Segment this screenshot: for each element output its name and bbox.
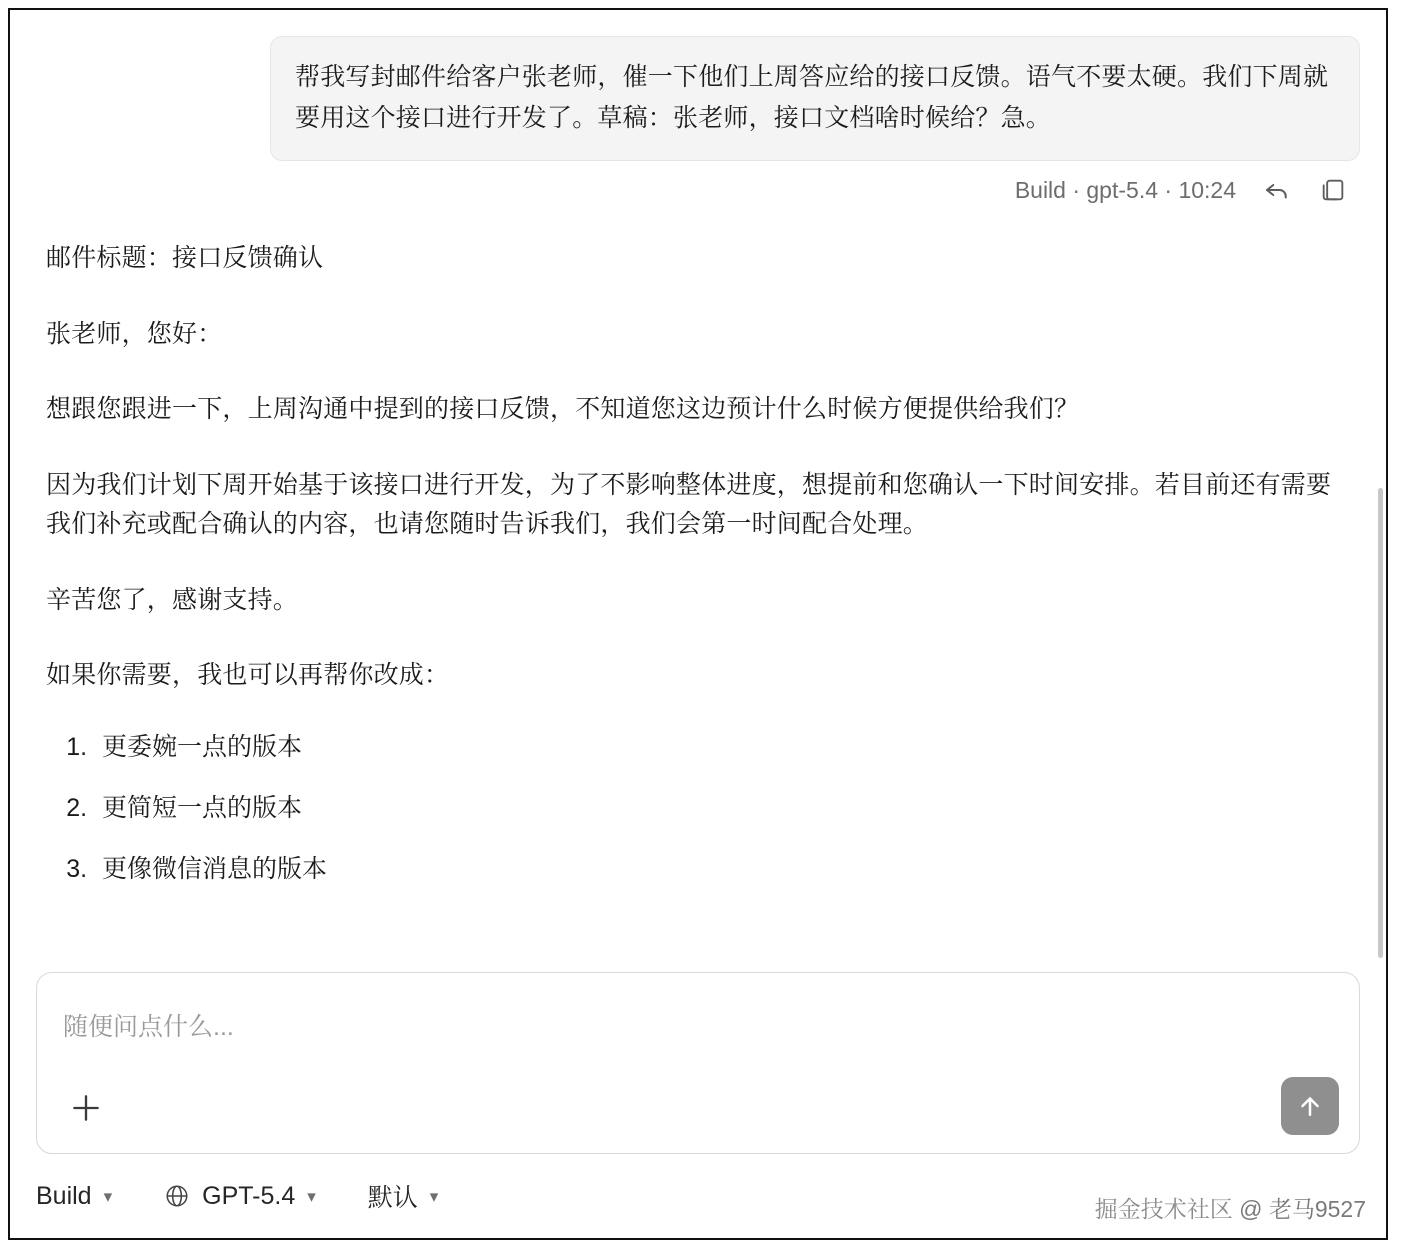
assistant-paragraph-thanks: 辛苦您了，感谢支持。 [46,585,299,614]
model-label: GPT-5.4 [202,1181,296,1210]
assistant-message [10,205,1386,887]
composer[interactable] [36,972,1360,1154]
mode-selector[interactable] [36,1182,112,1211]
assistant-paragraph-reason: 因为我们计划下周开始基于该接口进行开发，为了不影响整体进度，想提前和您确认一下时间安排。若目前还有需要我们补充或配合确认的内容，也请您随时告诉我们，我们会第一时间配合处理。 [46,470,1332,538]
plus-icon[interactable] [63,1085,109,1131]
user-message-row [10,10,1386,161]
list-item: 3. 更像微信消息的版本 [94,852,1350,887]
user-message-bubble: 帮我写封邮件给客户张老师，催一下他们上周答应给的接口反馈。语气不要太硬。我们下周就要用这个接口进行开发了。草稿：张老师，接口文档啥时候给？急。 [270,36,1360,161]
chevron-down-icon: ▾ [429,1186,439,1206]
list-item: 2. 更简短一点的版本 [94,791,1350,826]
preset-selector[interactable] [368,1178,439,1214]
assistant-options-list [46,730,1350,887]
composer-toolbar [10,1154,1386,1238]
undo-arrow-icon[interactable] [1262,175,1292,205]
conversation-scrollbar[interactable] [1378,488,1383,958]
conversation-area [10,10,1386,972]
message-meta-row [10,161,1386,205]
chevron-down-icon: ▾ [103,1186,113,1206]
send-button[interactable] [1281,1077,1339,1135]
assistant-paragraph-greeting: 张老师，您好： [46,319,223,348]
preset-label: 默认 [367,1184,418,1212]
watermark-handle: @ 老马9527 [1239,1196,1366,1222]
list-item: 1. 更委婉一点的版本 [94,730,1350,765]
composer-wrapper [10,972,1386,1154]
assistant-paragraph-title: 邮件标题：接口反馈确认 [46,244,324,272]
mode-label: Build [36,1181,92,1210]
assistant-paragraph-offer: 如果你需要，我也可以再帮你改成： [46,661,450,689]
chat-input-placeholder: 随便问点什么... [63,1013,234,1041]
watermark [1095,1191,1366,1224]
assistant-paragraph-followup: 想跟您跟进一下，上周沟通中提到的接口反馈，不知道您这边预计什么时候方便提供给我们？ [46,395,1080,423]
copy-icon[interactable] [1318,175,1348,205]
chevron-down-icon: ▾ [307,1186,316,1206]
watermark-site: 掘金技术社区 [1094,1196,1233,1222]
model-selector[interactable] [164,1182,316,1211]
chat-window [8,8,1388,1240]
message-meta-label: Build · gpt-5.4 · 10:24 [1014,176,1236,203]
globe-icon [164,1183,190,1209]
